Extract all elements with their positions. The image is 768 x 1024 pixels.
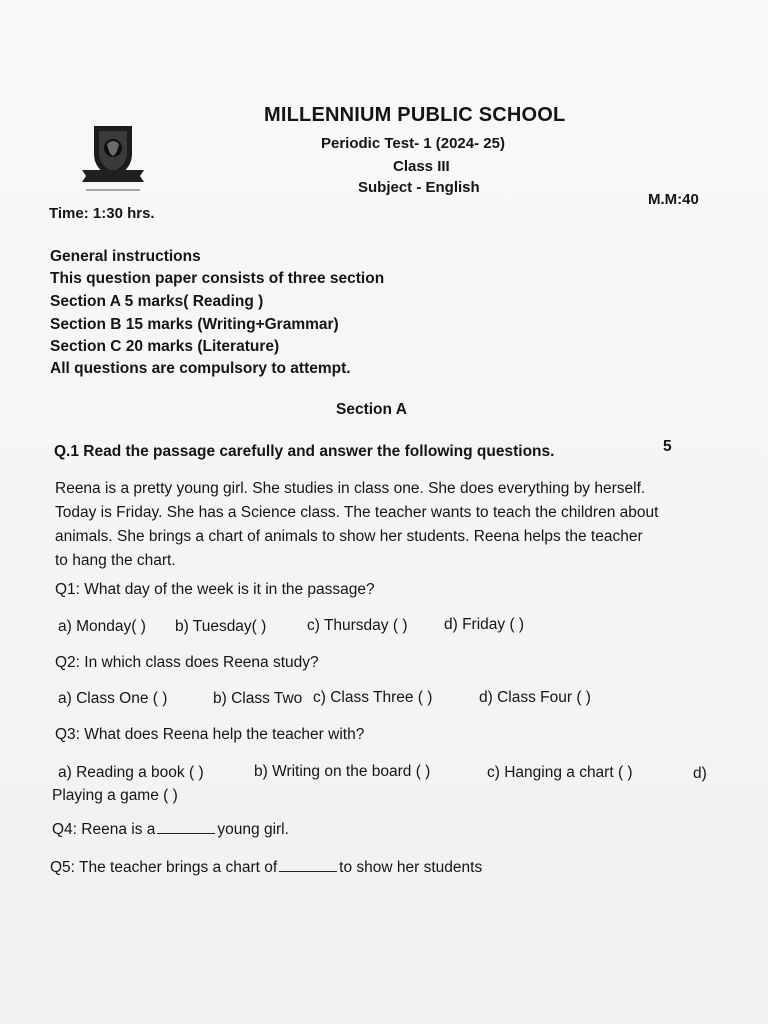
q2-option-c: c) Class Three ( ) (313, 689, 433, 706)
passage-line: Today is Friday. She has a Science class. The teacher wants to teach the children about (55, 504, 659, 521)
q4-text-before: Q4: Reena is a (52, 821, 156, 838)
q1-option-c: c) Thursday ( ) (307, 617, 408, 634)
q2-option-d: d) Class Four ( ) (479, 689, 591, 706)
max-marks: M.M:40 (648, 191, 699, 208)
question-3: Q3: What does Reena help the teacher with? (55, 726, 365, 743)
question-1: Q1: What day of the week is it in the passage? (55, 581, 375, 598)
passage-line: Reena is a pretty young girl. She studies in class one. She does everything by herself. (55, 480, 646, 497)
q2-option-b: b) Class Two (213, 690, 303, 707)
reading-passage (55, 477, 715, 573)
passage-line: to hang the chart. (55, 552, 176, 569)
subject: Subject - English (358, 179, 480, 196)
instruction-line: This question paper consists of three section (50, 270, 385, 287)
q3-option-a: a) Reading a book ( ) (58, 764, 204, 781)
q3-option-d-label: d) (693, 765, 707, 782)
q3-option-d: Playing a game ( ) (52, 787, 178, 804)
test-name: Periodic Test- 1 (2024- 25) (321, 135, 505, 152)
instruction-line: Section A 5 marks( Reading ) (50, 293, 264, 310)
instruction-line: Section B 15 marks (Writing+Grammar) (50, 316, 339, 333)
question-2: Q2: In which class does Reena study? (55, 654, 319, 671)
time-allowed: Time: 1:30 hrs. (49, 205, 155, 222)
q1-option-b: b) Tuesday( ) (175, 618, 267, 635)
q4-answer-blank[interactable] (157, 821, 215, 834)
instructions-heading: General instructions (50, 248, 201, 265)
q1-option-a: a) Monday( ) (58, 618, 146, 635)
q5-text-before: Q5: The teacher brings a chart of (50, 859, 278, 876)
instruction-line: Section C 20 marks (Literature) (50, 338, 280, 355)
instruction-line: All questions are compulsory to attempt. (50, 360, 351, 377)
passage-line: animals. She brings a chart of animals to show her students. Reena helps the teacher (55, 528, 643, 545)
q1-title: Q.1 Read the passage carefully and answer the following questions. (54, 443, 555, 460)
question-4 (52, 821, 289, 839)
q4-text-after: young girl. (217, 821, 289, 838)
question-5 (50, 859, 482, 877)
q5-answer-blank[interactable] (279, 859, 337, 872)
q1-option-d: d) Friday ( ) (444, 616, 525, 633)
q1-marks: 5 (663, 438, 672, 455)
q3-option-b: b) Writing on the board ( ) (254, 763, 431, 780)
q3-option-c: c) Hanging a chart ( ) (487, 764, 633, 781)
school-name: MILLENNIUM PUBLIC SCHOOL (264, 104, 566, 126)
section-a-title: Section A (336, 401, 407, 418)
q5-text-after: to show her students (339, 859, 483, 876)
class-name: Class III (393, 158, 450, 175)
school-logo (80, 120, 146, 194)
q2-option-a: a) Class One ( ) (58, 690, 168, 707)
